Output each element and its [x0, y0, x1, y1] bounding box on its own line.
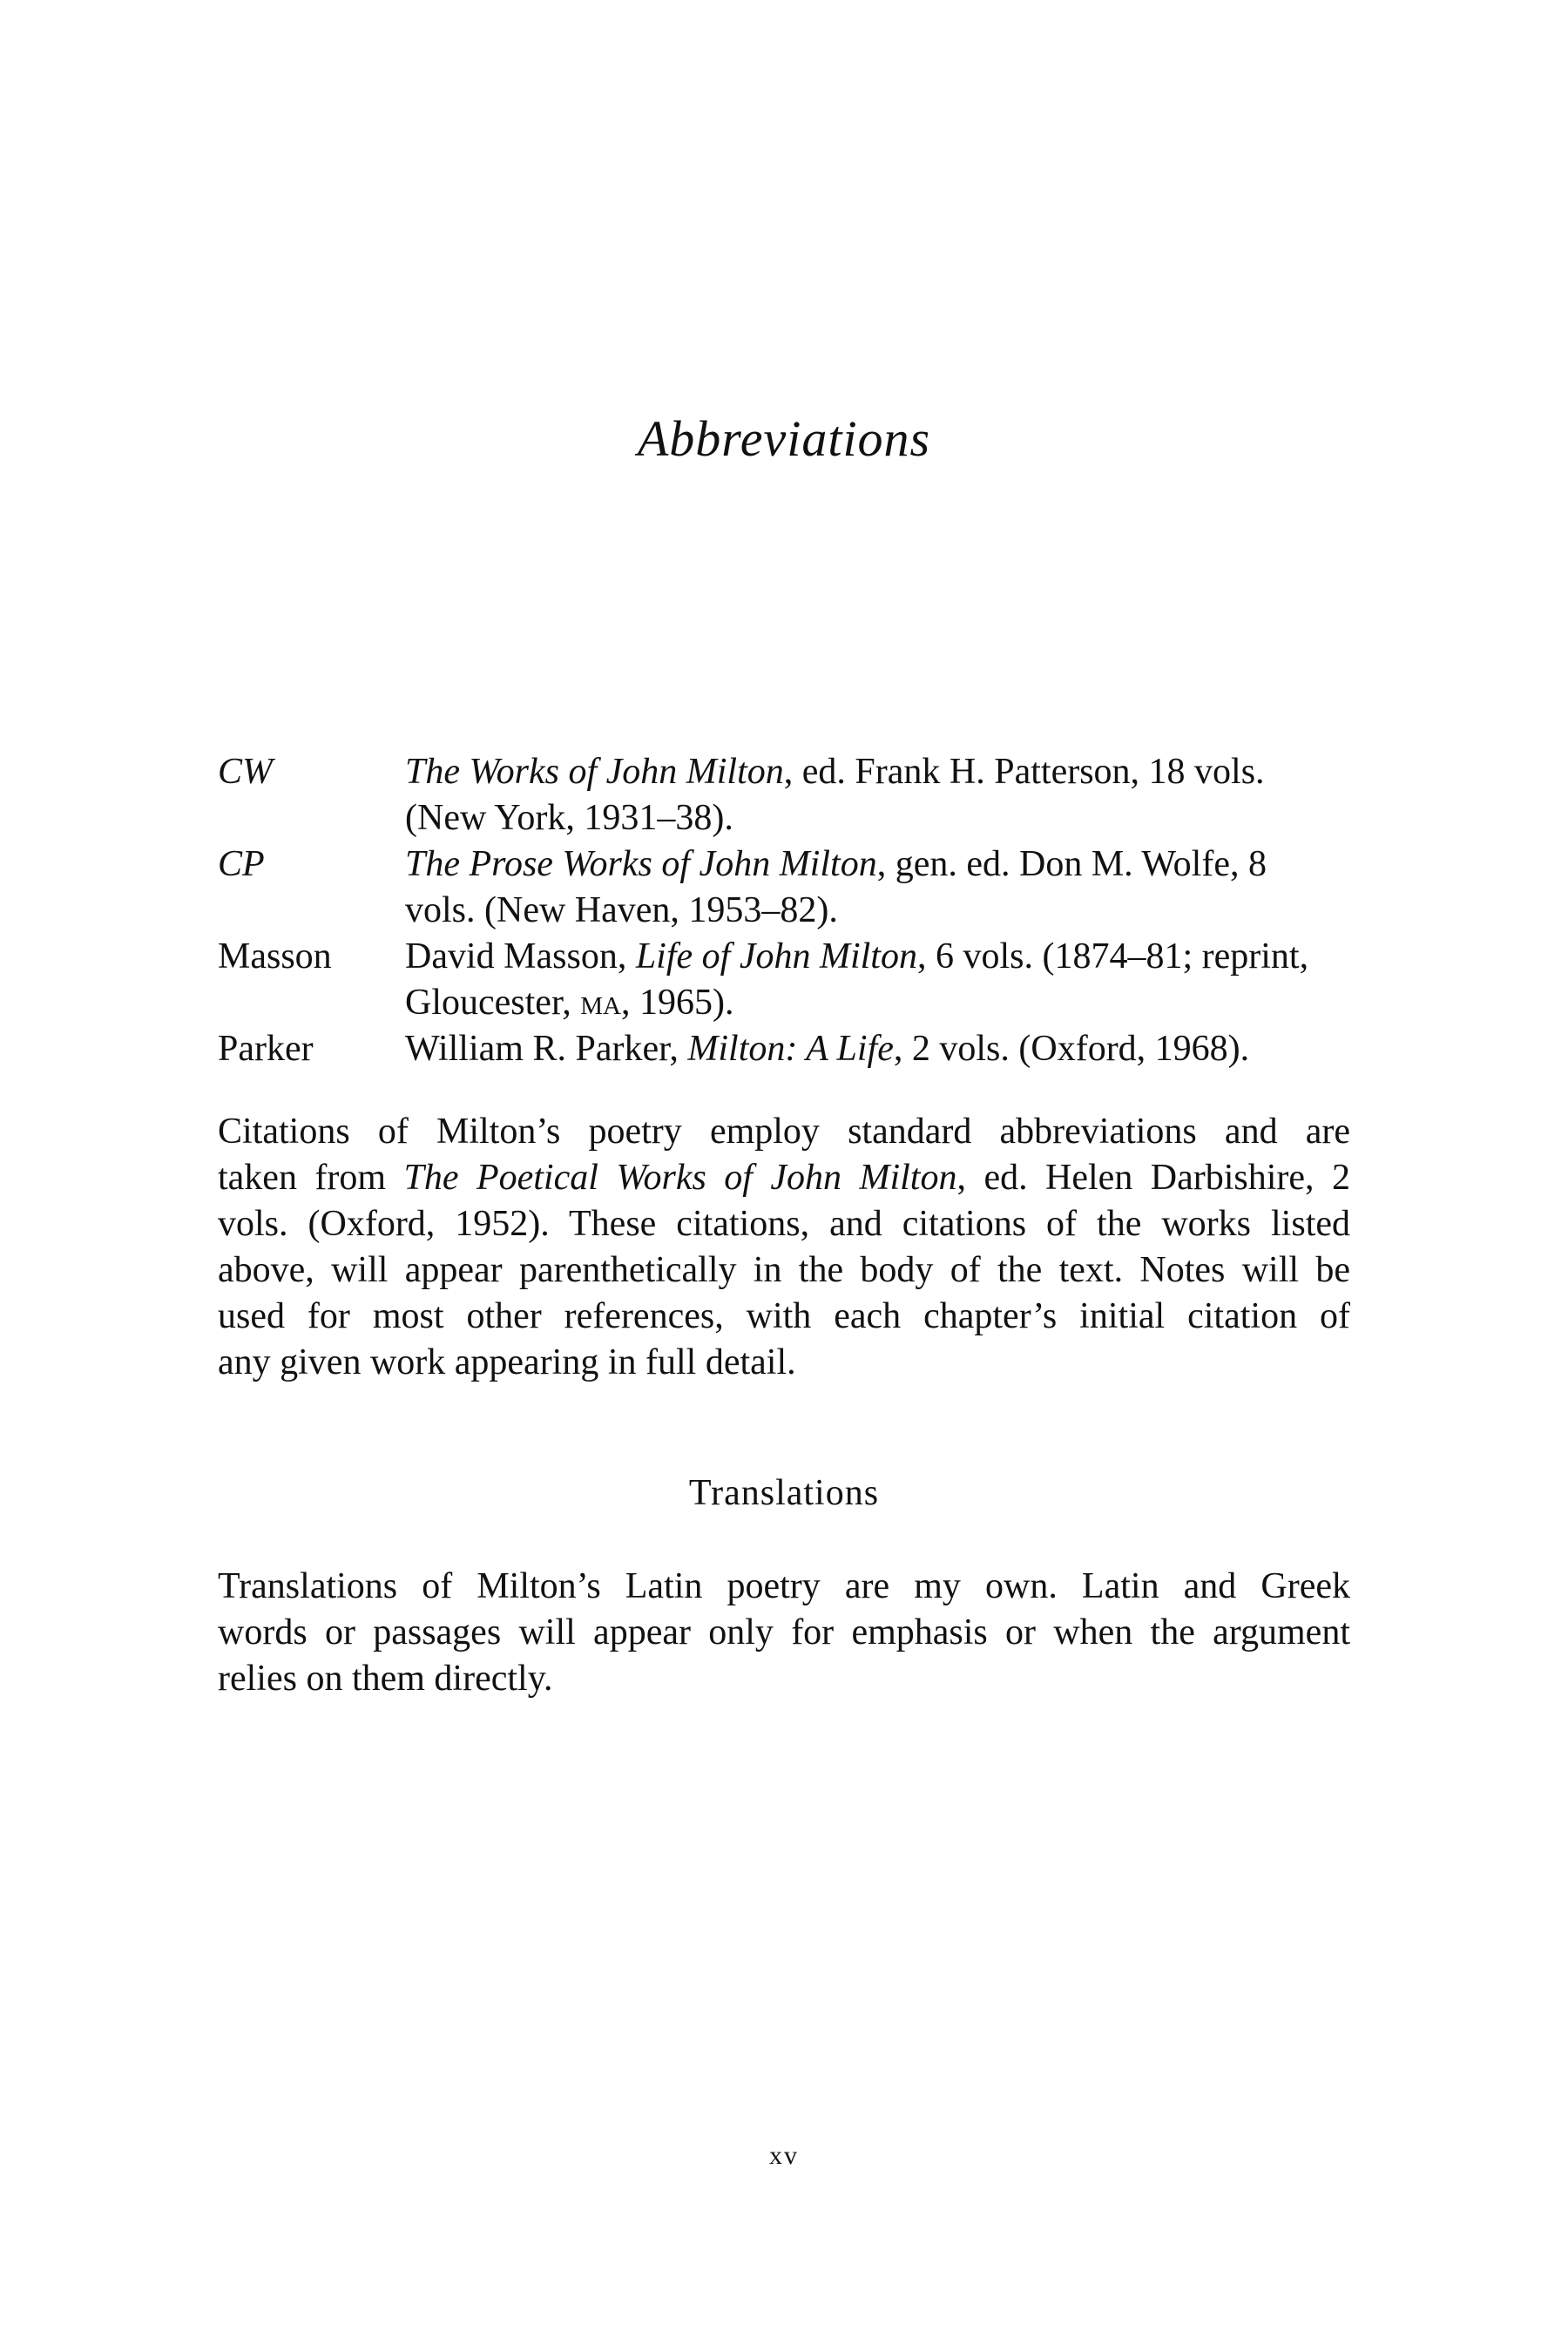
paragraph-line: relies on them directly. — [218, 1659, 553, 1699]
page-title: Abbreviations — [637, 410, 931, 467]
abbreviation-definition — [405, 841, 1350, 934]
text-segment: , 1965). — [620, 983, 734, 1023]
abbreviation-list — [218, 749, 1350, 1072]
text-segment: used for most other references, with each chapter’s initial citation of — [218, 1296, 1350, 1336]
italic-title-text: Milton: A Life — [687, 1029, 894, 1069]
definition-line — [405, 934, 1350, 980]
italic-title-text: The Poetical Works of John Milton — [403, 1158, 957, 1198]
page-number: xv — [769, 2141, 799, 2170]
definition-line — [405, 1026, 1350, 1072]
definition-line — [405, 980, 1350, 1026]
text-segment: any given work appearing in full detail. — [218, 1342, 796, 1382]
text-segment: (New York, 1931–38). — [405, 798, 733, 838]
text-segment: , 2 vols. (Oxford, 1968). — [893, 1029, 1250, 1069]
abbreviation-row — [218, 841, 1350, 934]
text-segment: , ed. Helen Darbishire, 2 — [956, 1158, 1350, 1198]
abbreviation-row — [218, 934, 1350, 1026]
paragraph-line — [218, 1155, 1350, 1201]
text-segment: vols. (New Haven, 1953–82). — [405, 890, 838, 930]
italic-title-text: Life of John Milton — [635, 936, 917, 977]
definition-line — [405, 841, 1350, 888]
text-segment: William R. Parker, — [405, 1029, 688, 1069]
section-heading-translations: Translations — [688, 1473, 880, 1513]
italic-title-text: The Prose Works of John Milton — [405, 844, 877, 884]
italic-title-text: The Works of John Milton — [405, 752, 784, 792]
paragraph-line — [218, 1247, 1350, 1294]
citations-paragraph — [218, 1109, 1350, 1386]
paragraph-line — [218, 1109, 1350, 1155]
text-segment: , gen. ed. Don M. Wolfe, 8 — [876, 844, 1267, 884]
text-segment: taken from — [218, 1158, 404, 1198]
paragraph-line — [218, 1201, 1350, 1247]
abbreviation-row — [218, 1026, 1350, 1072]
paragraph-line — [218, 1294, 1350, 1340]
translations-paragraph — [218, 1564, 1350, 1702]
abbreviation-key: Masson — [218, 936, 332, 977]
text-segment: Gloucester, — [405, 983, 581, 1023]
abbreviation-definition — [405, 1026, 1350, 1072]
small-caps-text: ma — [580, 983, 621, 1023]
definition-line — [405, 888, 1350, 934]
abbreviation-row — [218, 749, 1350, 841]
text-segment: , 6 vols. (1874–81; reprint, — [916, 936, 1309, 977]
text-segment: above, will appear parenthetically in the body of the text. Notes will be — [218, 1250, 1350, 1290]
paragraph-line: words or passages will appear only for emphasis or when the argument — [218, 1612, 1350, 1652]
abbreviation-definition — [405, 934, 1350, 1026]
text-segment: David Masson, — [405, 936, 636, 977]
paragraph-line — [218, 1340, 1350, 1386]
abbreviation-key: CW — [218, 752, 273, 792]
abbreviation-key: Parker — [218, 1029, 314, 1069]
definition-line — [405, 749, 1350, 795]
text-segment: Citations of Milton’s poetry employ standard abbreviations and are — [218, 1112, 1350, 1152]
definition-line — [405, 795, 1350, 841]
abbreviation-definition — [405, 749, 1350, 841]
text-segment: , ed. Frank H. Patterson, 18 vols. — [783, 752, 1265, 792]
text-segment: vols. (Oxford, 1952). These citations, and citations of the works listed — [218, 1204, 1350, 1244]
abbreviation-key: CP — [218, 844, 265, 884]
paragraph-line: Translations of Milton’s Latin poetry are my own. Latin and Greek — [218, 1566, 1350, 1606]
